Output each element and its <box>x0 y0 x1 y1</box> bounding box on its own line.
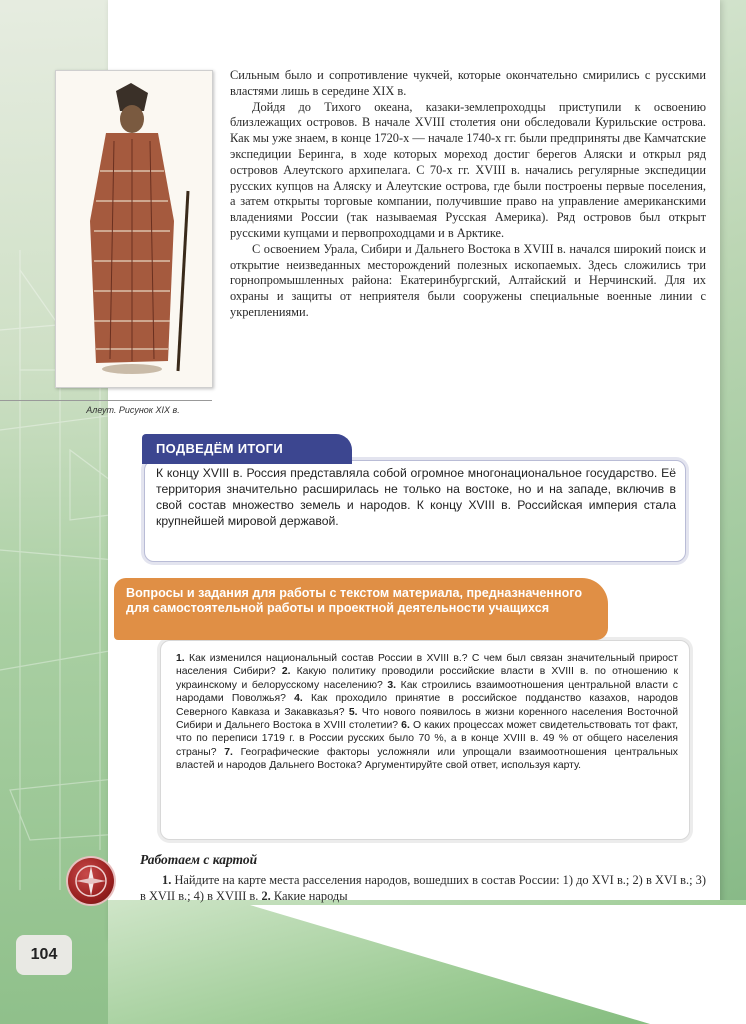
question-text: Как изменился национальный состав России в XVIII в.? С чем был связан значительный прирост населения Сибири? <box>176 653 679 678</box>
aleut-figure-icon <box>56 71 212 387</box>
question-num: 5. <box>348 706 358 718</box>
question-num: 3. <box>387 679 397 691</box>
questions-list <box>176 652 678 773</box>
questions-heading: Вопросы и задания для работы с текстом материала, предназначенного для самостоятельной работы и проектной деятельности учащихся <box>114 578 608 640</box>
main-text <box>230 68 706 321</box>
page-number: 104 <box>16 935 72 975</box>
question-num: 2. <box>281 666 291 678</box>
summary-heading: ПОДВЕДЁМ ИТОГИ <box>142 434 352 464</box>
map-task-num-2: 2. <box>261 889 271 903</box>
question-num: 1. <box>176 653 185 664</box>
compass-icon <box>68 858 114 904</box>
map-task-text: Найдите на карте места расселения народов, вошедших в состав России: 1) до XVI в.; 2) в XVI в.; 3) в XVII в.; 4) в XVIII в. <box>140 873 706 903</box>
summary-text: К концу XVIII в. Россия представляла собой огромное многонациональное государство. Её территория значительно расширилась не только на востоке, но и на западе, включив в свой состав множество земель и народов. К концу XVIII в. Российская империя стала крупнейшей мировой державой. <box>156 466 676 528</box>
aleut-illustration <box>55 70 213 388</box>
map-section-title: Работаем с картой <box>140 852 258 867</box>
question-text: Географические факторы усложняли или упрощали взаимоотношения центральных властей и народов Дальнего Востока? Аргументируйте свой ответ, используя карту. <box>176 746 678 772</box>
map-task-num: 1. <box>162 873 172 887</box>
question-text: Как строились взаимоотношения центральной власти с народами Поволжья? <box>176 679 678 705</box>
map-task-text-2: Какие народы <box>273 889 348 903</box>
illustration-caption: Алеут. Рисунок XIX в. <box>86 405 180 415</box>
question-num: 4. <box>294 693 303 705</box>
question-text: Как проходило принятие в российское подданство казахов, народов Северного Кавказа и Закавказья? <box>176 693 679 718</box>
caption-divider <box>0 400 212 401</box>
paragraph-2: Дойдя до Тихого океана, казаки-землепроходцы приступили к освоению близлежащих островов. В начале XVIII столетия они обследовали Курильские острова. Как мы уже знаем, в конце 1720-х — начале 1740-х гг. были предприняты две Камчатские экспедиции Беринга, в ходе которых мореход достиг берегов Аляски и открыл ряд островов Алеутского архипелага. С 70-х гг. XVIII в. начались регулярные экспедиции русских купцов на Аляску и Алеутские острова, где были построены первые поселения, а затем открыты торговые компании, получившие право на управление американскими владениями России (так называемая Русская Америка). Ряд островов был открыт русскими купцами и первопроходцами и в Арктике. <box>230 99 706 240</box>
question-num: 6. <box>401 720 410 732</box>
map-section-text <box>140 872 706 904</box>
question-text: Что нового появилось в жизни коренного населения Восточной Сибири и Дальнего Востока в XVIII столетии? <box>176 706 678 732</box>
paragraph-3: С освоением Урала, Сибири и Дальнего Востока в XVIII в. начался широкий поиск и открытие неизведанных месторождений полезных ископаемых. Здесь сложились три горнопромышленных района: Екатеринбургский, Алтайский и Нерчинский. Для их охраны и защиты от неприятеля были сооружены специальные военные линии с укреплениями. <box>230 241 706 319</box>
question-text: О каких процессах может свидетельствовать тот факт, что по переписи 1719 г. в России русских было 70 %, а в конце XVIII в. 49 % от общего населения страны? <box>176 720 679 758</box>
paragraph-1: Сильным было и сопротивление чукчей, которые окончательно смирились с русскими властями лишь в середине XIX в. <box>230 68 706 98</box>
question-num: 7. <box>224 746 233 758</box>
question-text: Какую политику проводили российские власти в XVIII в. по отношению к украинскому и белорусскому населению? <box>176 666 679 691</box>
